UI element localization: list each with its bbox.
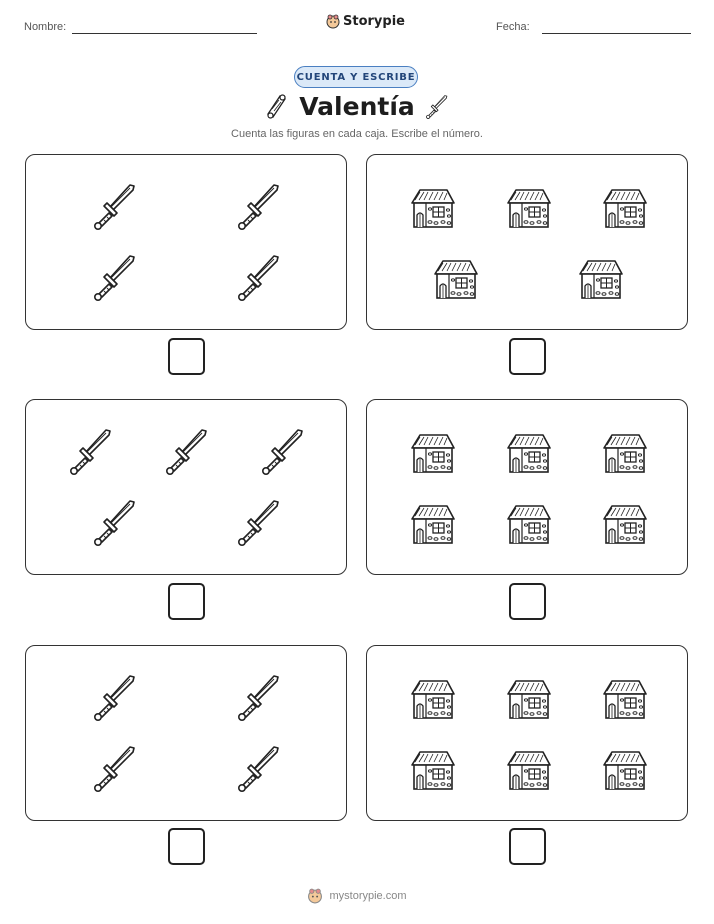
- counting-panel-2: [366, 154, 688, 330]
- page-title: Valentía: [299, 92, 415, 121]
- house-icon: [502, 677, 552, 721]
- brand-name: Storypie: [343, 14, 405, 29]
- answer-box-2[interactable]: [509, 338, 546, 375]
- sword-icon: [90, 250, 140, 302]
- name-label: Nombre:: [24, 21, 67, 33]
- sword-icon: [90, 741, 140, 793]
- house-icon: [502, 502, 552, 546]
- answer-box-3[interactable]: [168, 583, 205, 620]
- footer-url[interactable]: mystorypie.com: [329, 890, 407, 902]
- date-line[interactable]: [542, 33, 691, 34]
- sword-icon: [234, 250, 284, 302]
- counting-panel-3: [25, 399, 347, 575]
- house-icon: [502, 186, 552, 230]
- counting-panel-5: [25, 645, 347, 821]
- activity-badge: CUENTA Y ESCRIBE: [294, 66, 418, 88]
- house-icon: [406, 502, 456, 546]
- sword-icon: [234, 495, 284, 547]
- date-label: Fecha:: [496, 21, 530, 33]
- counting-panel-4: [366, 399, 688, 575]
- house-icon: [574, 257, 624, 301]
- counting-panel-1: [25, 154, 347, 330]
- house-icon: [406, 748, 456, 792]
- pie-mascot-icon: [326, 14, 340, 29]
- footer: [0, 888, 714, 904]
- instructions: Cuenta las figuras en cada caja. Escribe el número.: [231, 128, 483, 140]
- house-icon: [598, 502, 648, 546]
- sword-icon: [258, 424, 308, 476]
- house-icon: [502, 748, 552, 792]
- house-icon: [598, 748, 648, 792]
- counting-panel-6: [366, 645, 688, 821]
- house-icon: [406, 186, 456, 230]
- name-line[interactable]: [72, 33, 257, 34]
- sword-icon: [234, 179, 284, 231]
- house-icon: [502, 431, 552, 475]
- sword-icon: [90, 179, 140, 231]
- pie-mascot-icon: [307, 888, 323, 904]
- house-icon: [598, 431, 648, 475]
- sword-icon: [424, 92, 450, 120]
- house-icon: [406, 431, 456, 475]
- sword-icon: [234, 741, 284, 793]
- answer-box-1[interactable]: [168, 338, 205, 375]
- sword-icon: [66, 424, 116, 476]
- answer-box-5[interactable]: [168, 828, 205, 865]
- sword-icon: [90, 670, 140, 722]
- sword-icon: [234, 670, 284, 722]
- house-icon: [598, 186, 648, 230]
- answer-box-6[interactable]: [509, 828, 546, 865]
- brand-logo: [326, 14, 405, 29]
- house-icon: [598, 677, 648, 721]
- sword-icon: [162, 424, 212, 476]
- answer-box-4[interactable]: [509, 583, 546, 620]
- house-icon: [406, 677, 456, 721]
- house-icon: [429, 257, 479, 301]
- sword-icon: [90, 495, 140, 547]
